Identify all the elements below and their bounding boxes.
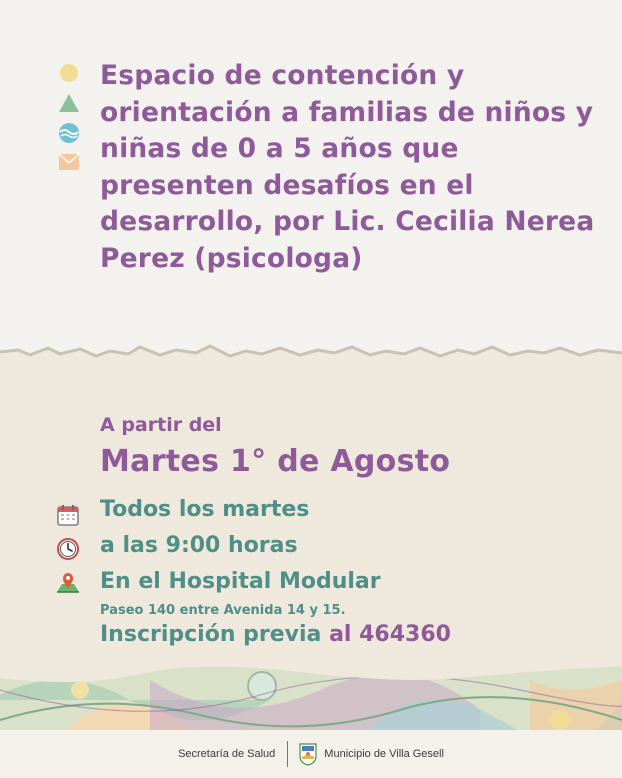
address-text: Paseo 140 entre Avenida 14 y 15. xyxy=(100,603,346,618)
footer xyxy=(0,730,622,778)
signup-prefix: Inscripción previa xyxy=(100,622,322,647)
clock-icon xyxy=(56,537,80,561)
start-label: A partir del xyxy=(100,414,222,436)
secretaria-label: Secretaría de Salud xyxy=(178,748,276,760)
wave-circle-icon xyxy=(58,122,80,144)
signup-phone: al 464360 xyxy=(329,622,451,647)
signup-text xyxy=(100,622,451,647)
decorative-pattern xyxy=(0,660,622,738)
place-text: En el Hospital Modular xyxy=(100,569,381,594)
frequency-text: Todos los martes xyxy=(100,497,310,522)
torn-paper-edge xyxy=(0,330,622,380)
municipio-label: Municipio de Villa Gesell xyxy=(324,748,444,760)
start-date: Martes 1° de Agosto xyxy=(100,444,451,479)
map-pin-icon xyxy=(56,570,80,594)
triangle-icon xyxy=(58,93,80,113)
page-title: Espacio de contención y orientación a familias de niños y niñas de 0 a 5 años que presenten desafíos en el desarrollo, por Lic. Cecilia Nerea Perez (psicologa) xyxy=(100,60,595,274)
circle-icon xyxy=(58,62,80,84)
side-icon-column xyxy=(58,62,82,180)
calendar-icon xyxy=(56,503,80,527)
time-text: a las 9:00 horas xyxy=(100,533,298,558)
envelope-icon xyxy=(58,153,80,171)
footer-divider xyxy=(287,741,288,767)
municipio-logo xyxy=(298,742,318,766)
